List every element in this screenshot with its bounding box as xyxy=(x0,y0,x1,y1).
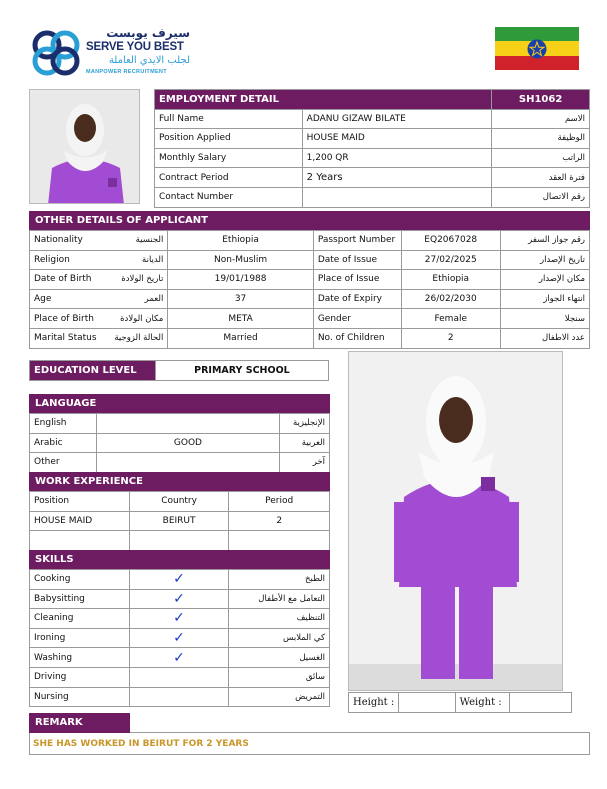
other-detail-left-arabic-label: تاريخ الولادة xyxy=(101,270,168,290)
contact-number-label: Contact Number xyxy=(155,187,303,207)
applicant-photo-full xyxy=(348,351,563,691)
company-logo xyxy=(30,26,200,78)
skill-arabic-name: سائق xyxy=(229,667,330,687)
remark-section xyxy=(29,713,590,755)
work-cell: 2 xyxy=(229,511,330,531)
employment-detail-table xyxy=(154,89,590,208)
logo-english-title: SERVE YOU BEST xyxy=(86,41,184,53)
other-detail-right-label: Date of Expiry xyxy=(313,289,401,309)
language-arabic-name: آخر xyxy=(280,453,330,473)
language-header: LANGUAGE xyxy=(29,394,330,413)
table-row xyxy=(30,453,330,473)
table-row xyxy=(30,414,330,434)
salary-value: 1,200 QR xyxy=(302,148,492,168)
other-detail-right-label: Place of Issue xyxy=(313,270,401,290)
table-row xyxy=(30,309,590,329)
skill-check-icon: ✓ xyxy=(129,609,228,629)
other-detail-right-arabic-label: انتهاء الجواز xyxy=(500,289,589,309)
language-level: GOOD xyxy=(96,433,279,453)
other-detail-left-arabic-label: الديانة xyxy=(101,250,168,270)
skill-check-icon: ✓ xyxy=(129,570,228,590)
position-arabic-label: الوظيفة xyxy=(492,129,590,149)
other-detail-right-arabic-label: سنجلا xyxy=(500,309,589,329)
other-detail-left-value: Ethiopia xyxy=(168,231,314,251)
other-detail-right-label: Gender xyxy=(313,309,401,329)
height-label: Height : xyxy=(349,693,399,713)
language-name: Other xyxy=(30,453,97,473)
logo-arabic-subtitle: لجلب الايدي العاملة xyxy=(108,55,190,66)
education-level-value: PRIMARY SCHOOL xyxy=(155,361,328,381)
skill-name: Nursing xyxy=(30,687,130,707)
table-row xyxy=(30,531,330,551)
other-detail-right-arabic-label: تاريخ الإصدار xyxy=(500,250,589,270)
table-row xyxy=(30,328,590,348)
language-level xyxy=(96,453,279,473)
table-row xyxy=(30,589,330,609)
table-row xyxy=(30,570,330,590)
skill-check-icon: ✓ xyxy=(129,648,228,668)
full-name-label: Full Name xyxy=(155,109,303,129)
table-row xyxy=(30,289,590,309)
other-detail-right-value: 2 xyxy=(401,328,500,348)
logo-arabic-title: سيرف يوبست xyxy=(106,26,190,40)
full-name-arabic-label: الاسم xyxy=(492,109,590,129)
other-detail-right-arabic-label: عدد الاطفال xyxy=(500,328,589,348)
applicant-photo-small xyxy=(29,89,140,204)
skill-name: Driving xyxy=(30,667,130,687)
other-details-section xyxy=(29,211,590,349)
other-detail-left-arabic-label: الجنسية xyxy=(101,231,168,251)
education-level-label: EDUCATION LEVEL xyxy=(30,361,156,381)
other-detail-left-value: Non-Muslim xyxy=(168,250,314,270)
contract-period-label: Contract Period xyxy=(155,168,303,188)
contact-number-arabic-label: رقم الاتصال xyxy=(492,187,590,207)
education-level-table xyxy=(29,360,329,381)
skill-arabic-name: كي الملابس xyxy=(229,628,330,648)
other-details-table xyxy=(29,230,590,349)
table-row xyxy=(30,687,330,707)
language-name: English xyxy=(30,414,97,434)
table-row xyxy=(30,270,590,290)
skill-arabic-name: التنظيف xyxy=(229,609,330,629)
other-detail-left-value: 19/01/1988 xyxy=(168,270,314,290)
work-experience-section xyxy=(29,472,330,551)
work-experience-table xyxy=(29,491,330,551)
other-detail-right-value: EQ2067028 xyxy=(401,231,500,251)
other-detail-left-arabic-label: العمر xyxy=(101,289,168,309)
other-details-header: OTHER DETAILS OF APPLICANT xyxy=(29,211,590,230)
other-detail-right-label: Passport Number xyxy=(313,231,401,251)
skill-arabic-name: الطبخ xyxy=(229,570,330,590)
other-detail-right-arabic-label: مكان الإصدار xyxy=(500,270,589,290)
skill-name: Ironing xyxy=(30,628,130,648)
table-row xyxy=(30,492,330,512)
skill-name: Cooking xyxy=(30,570,130,590)
skill-name: Washing xyxy=(30,648,130,668)
work-cell xyxy=(129,531,229,551)
other-detail-left-arabic-label: مكان الولادة xyxy=(101,309,168,329)
work-column-header: Position xyxy=(30,492,130,512)
other-detail-left-arabic-label: الحالة الزوجية xyxy=(101,328,168,348)
weight-value xyxy=(509,693,571,713)
full-name-value: ADANU GIZAW BILATE xyxy=(302,109,492,129)
language-arabic-name: الإنجليزية xyxy=(280,414,330,434)
work-cell xyxy=(30,531,130,551)
contract-period-value: 2 Years xyxy=(302,168,492,188)
measurements-table xyxy=(348,692,572,713)
salary-arabic-label: الراتب xyxy=(492,148,590,168)
table-row xyxy=(30,433,330,453)
other-detail-right-label: Date of Issue xyxy=(313,250,401,270)
language-level xyxy=(96,414,279,434)
table-row xyxy=(30,511,330,531)
skills-section xyxy=(29,550,330,707)
other-detail-left-label: Date of Birth xyxy=(30,270,101,290)
language-section xyxy=(29,394,330,473)
skill-arabic-name: التعامل مع الأطفال xyxy=(229,589,330,609)
other-detail-left-value: 37 xyxy=(168,289,314,309)
ethiopia-flag xyxy=(495,27,579,70)
skill-arabic-name: الغسيل xyxy=(229,648,330,668)
table-row xyxy=(155,168,590,188)
other-detail-right-arabic-label: رقم جواز السفر xyxy=(500,231,589,251)
remark-text: SHE HAS WORKED IN BEIRUT FOR 2 YEARS xyxy=(29,733,590,755)
other-detail-right-label: No. of Children xyxy=(313,328,401,348)
logo-english-subtitle: MANPOWER RECRUITMENT xyxy=(86,69,167,75)
skill-check-icon: ✓ xyxy=(129,628,228,648)
language-name: Arabic xyxy=(30,433,97,453)
applicant-code: SH1062 xyxy=(492,90,590,110)
work-cell: BEIRUT xyxy=(129,511,229,531)
table-row xyxy=(155,187,590,207)
table-row xyxy=(30,250,590,270)
table-row xyxy=(155,109,590,129)
remark-header: REMARK xyxy=(29,713,130,733)
other-detail-right-value: 27/02/2025 xyxy=(401,250,500,270)
table-row xyxy=(30,628,330,648)
language-arabic-name: العربية xyxy=(280,433,330,453)
other-detail-left-label: Nationality xyxy=(30,231,101,251)
table-row xyxy=(30,667,330,687)
other-detail-left-label: Age xyxy=(30,289,101,309)
work-column-header: Period xyxy=(229,492,330,512)
skill-name: Babysitting xyxy=(30,589,130,609)
work-cell xyxy=(229,531,330,551)
other-detail-left-label: Place of Birth xyxy=(30,309,101,329)
height-value xyxy=(399,693,455,713)
weight-label: Weight : xyxy=(455,693,509,713)
other-detail-left-label: Religion xyxy=(30,250,101,270)
other-detail-right-value: Female xyxy=(401,309,500,329)
work-cell: HOUSE MAID xyxy=(30,511,130,531)
position-value: HOUSE MAID xyxy=(302,129,492,149)
table-row xyxy=(155,129,590,149)
contact-number-value xyxy=(302,187,492,207)
contract-period-arabic-label: فترة العقد xyxy=(492,168,590,188)
position-label: Position Applied xyxy=(155,129,303,149)
other-detail-right-value: 26/02/2030 xyxy=(401,289,500,309)
skills-header: SKILLS xyxy=(29,550,330,569)
work-experience-header: WORK EXPERIENCE xyxy=(29,472,330,491)
table-row xyxy=(30,231,590,251)
flag-star-emblem-icon xyxy=(527,39,547,59)
table-row xyxy=(30,648,330,668)
other-detail-left-value: META xyxy=(168,309,314,329)
language-table xyxy=(29,413,330,473)
other-detail-left-label: Marital Status xyxy=(30,328,101,348)
skill-arabic-name: التمريض xyxy=(229,687,330,707)
employment-detail-header: EMPLOYMENT DETAIL xyxy=(155,90,492,110)
work-column-header: Country xyxy=(129,492,229,512)
skill-check-empty xyxy=(129,687,228,707)
skills-table xyxy=(29,569,330,707)
table-row xyxy=(155,148,590,168)
skill-check-icon: ✓ xyxy=(129,589,228,609)
skill-name: Cleaning xyxy=(30,609,130,629)
skill-check-empty xyxy=(129,667,228,687)
salary-label: Monthly Salary xyxy=(155,148,303,168)
other-detail-right-value: Ethiopia xyxy=(401,270,500,290)
other-detail-left-value: Married xyxy=(168,328,314,348)
table-row xyxy=(30,609,330,629)
logo-knot-icon xyxy=(30,28,84,78)
